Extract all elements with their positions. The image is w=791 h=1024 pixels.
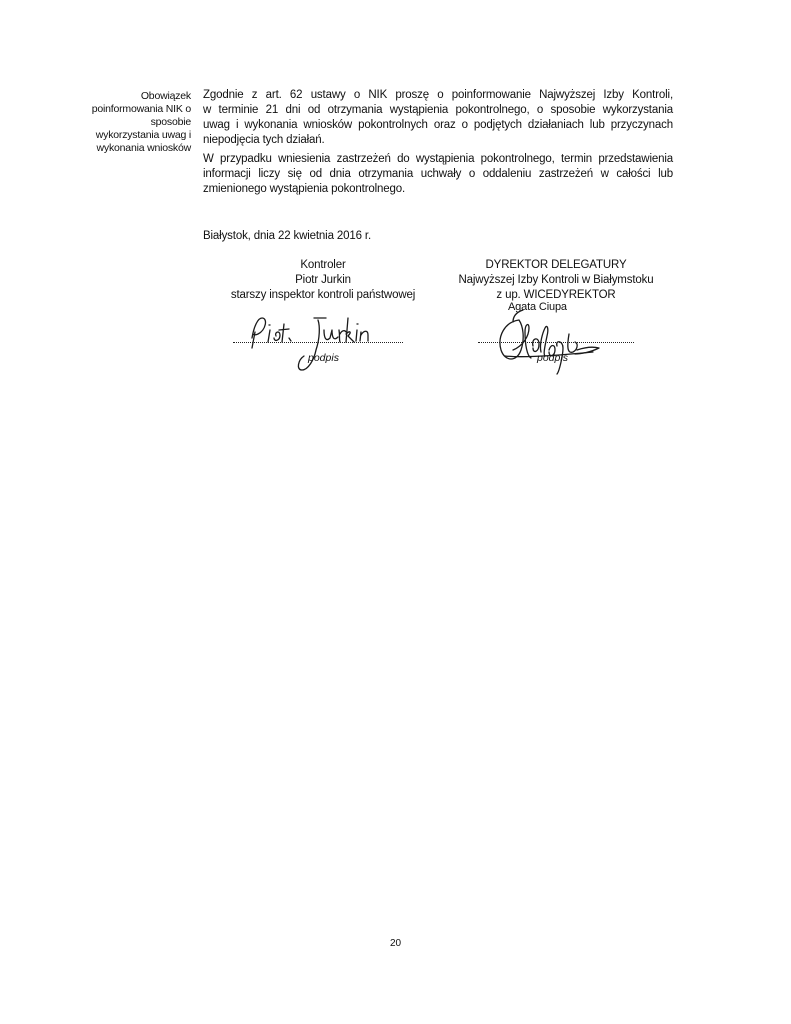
director-signature-block (452, 258, 660, 303)
place-date: Białystok, dnia 22 kwietnia 2016 r. (203, 230, 371, 242)
director-proxy: z up. WICEDYREKTOR (496, 289, 616, 301)
inspector-title: starszy inspektor kontroli państwowej (230, 289, 416, 301)
deputy-director-name: Agata Ciupa (508, 301, 567, 313)
paragraph-objections (203, 152, 673, 197)
director-institution: Najwyższej Izby Kontroli w Białymstoku (458, 274, 654, 286)
side-note-line: Obowiązek (140, 90, 191, 102)
paragraph-line: Zgodnie z art. 62 ustawy o NIK proszę o poinformowanie Najwyższej Izby Kontroli, (203, 89, 673, 101)
page-number: 20 (389, 938, 402, 949)
side-note-line: sposobie (150, 116, 191, 128)
paragraph-line: niepodjęcia tych działań. (203, 134, 325, 146)
paragraph-reporting-obligation (203, 88, 673, 148)
body-text (203, 88, 673, 201)
handwritten-signature-director (483, 306, 603, 376)
paragraph-line: informacji liczy się od dnia otrzymania uchwały o oddaleniu zastrzeżeń w całości lub (203, 168, 673, 180)
inspector-name: Piotr Jurkin (295, 274, 351, 286)
side-note-line: wykonania wniosków (96, 142, 191, 154)
side-note-line: poinformowania NIK o (91, 103, 191, 115)
inspector-podpis-label: podpis (308, 352, 339, 364)
director-role: DYREKTOR DELEGATURY (485, 259, 627, 271)
signature-line-director (478, 342, 634, 343)
inspector-role: Kontroler (300, 259, 346, 271)
paragraph-line: zmienionego wystąpienia pokontrolnego. (203, 183, 406, 195)
paragraph-line: W przypadku wniesienia zastrzeżeń do wystąpienia pokontrolnego, termin przedstawienia (203, 153, 673, 165)
inspector-signature-block (226, 258, 420, 303)
paragraph-line: uwag i wykonania wniosków pokontrolnych oraz o podjętych działaniach lub przyczynach (203, 119, 673, 131)
director-podpis-label: podpis (537, 352, 568, 364)
side-note-line: wykorzystania uwag i (95, 129, 191, 141)
handwritten-signature-inspector (244, 308, 374, 374)
side-note (76, 90, 191, 155)
paragraph-line: w terminie 21 dni od otrzymania wystąpienia pokontrolnego, o sposobie wykorzystania (203, 104, 673, 116)
signature-line-inspector (233, 342, 403, 343)
